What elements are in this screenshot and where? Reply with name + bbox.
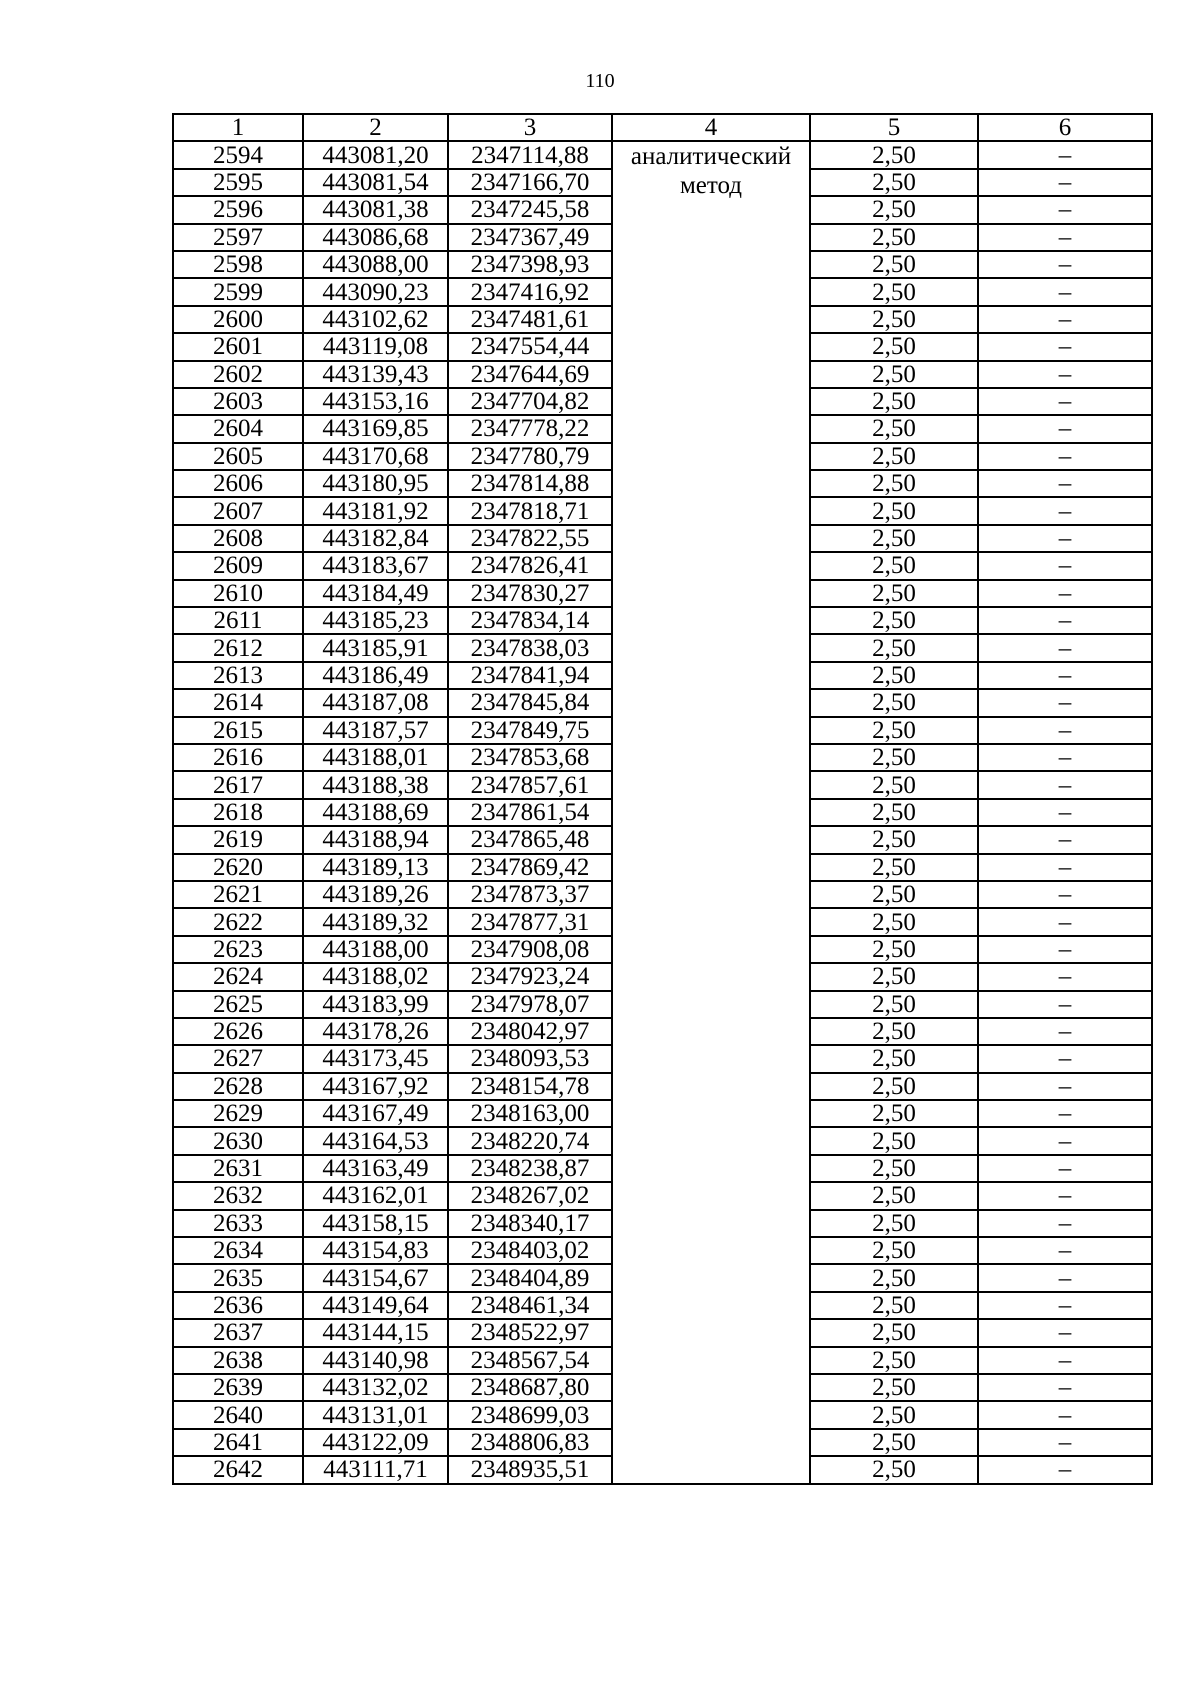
- point-number-cell: 2612: [173, 634, 303, 661]
- note-cell: –: [978, 1073, 1152, 1100]
- point-number-cell: 2622: [173, 908, 303, 935]
- x-coordinate-cell: 443185,23: [303, 607, 448, 634]
- accuracy-cell: 2,50: [810, 1456, 978, 1483]
- x-coordinate-cell: 443144,15: [303, 1319, 448, 1346]
- x-coordinate-cell: 443173,45: [303, 1045, 448, 1072]
- note-cell: –: [978, 1210, 1152, 1237]
- method-cell: [612, 141, 810, 1483]
- accuracy-cell: 2,50: [810, 251, 978, 278]
- x-coordinate-cell: 443086,68: [303, 224, 448, 251]
- point-number-cell: 2594: [173, 141, 303, 168]
- y-coordinate-cell: 2348806,83: [448, 1429, 612, 1456]
- point-number-cell: 2642: [173, 1456, 303, 1483]
- point-number-cell: 2639: [173, 1374, 303, 1401]
- point-number-cell: 2632: [173, 1182, 303, 1209]
- note-cell: –: [978, 580, 1152, 607]
- accuracy-cell: 2,50: [810, 744, 978, 771]
- accuracy-cell: 2,50: [810, 224, 978, 251]
- note-cell: –: [978, 251, 1152, 278]
- note-cell: –: [978, 1100, 1152, 1127]
- x-coordinate-cell: 443183,67: [303, 552, 448, 579]
- x-coordinate-cell: 443189,26: [303, 881, 448, 908]
- point-number-cell: 2619: [173, 826, 303, 853]
- header-cell-4: 4: [612, 114, 810, 141]
- note-cell: –: [978, 361, 1152, 388]
- y-coordinate-cell: 2347114,88: [448, 141, 612, 168]
- note-cell: –: [978, 306, 1152, 333]
- y-coordinate-cell: 2348093,53: [448, 1045, 612, 1072]
- accuracy-cell: 2,50: [810, 525, 978, 552]
- header-row: [173, 114, 1152, 141]
- note-cell: –: [978, 908, 1152, 935]
- point-number-cell: 2618: [173, 799, 303, 826]
- accuracy-cell: 2,50: [810, 1374, 978, 1401]
- y-coordinate-cell: 2347644,69: [448, 361, 612, 388]
- accuracy-cell: 2,50: [810, 689, 978, 716]
- note-cell: –: [978, 662, 1152, 689]
- note-cell: –: [978, 196, 1152, 223]
- point-number-cell: 2596: [173, 196, 303, 223]
- note-cell: –: [978, 1127, 1152, 1154]
- accuracy-cell: 2,50: [810, 1264, 978, 1291]
- accuracy-cell: 2,50: [810, 1347, 978, 1374]
- point-number-cell: 2629: [173, 1100, 303, 1127]
- y-coordinate-cell: 2347822,55: [448, 525, 612, 552]
- x-coordinate-cell: 443154,67: [303, 1264, 448, 1291]
- accuracy-cell: 2,50: [810, 607, 978, 634]
- accuracy-cell: 2,50: [810, 306, 978, 333]
- x-coordinate-cell: 443183,99: [303, 991, 448, 1018]
- accuracy-cell: 2,50: [810, 1045, 978, 1072]
- y-coordinate-cell: 2348220,74: [448, 1127, 612, 1154]
- note-cell: –: [978, 991, 1152, 1018]
- x-coordinate-cell: 443139,43: [303, 361, 448, 388]
- accuracy-cell: 2,50: [810, 443, 978, 470]
- note-cell: –: [978, 799, 1152, 826]
- note-cell: –: [978, 1018, 1152, 1045]
- accuracy-cell: 2,50: [810, 1018, 978, 1045]
- point-number-cell: 2609: [173, 552, 303, 579]
- point-number-cell: 2626: [173, 1018, 303, 1045]
- y-coordinate-cell: 2347416,92: [448, 278, 612, 305]
- y-coordinate-cell: 2347845,84: [448, 689, 612, 716]
- point-number-cell: 2640: [173, 1401, 303, 1428]
- note-cell: –: [978, 634, 1152, 661]
- accuracy-cell: 2,50: [810, 1429, 978, 1456]
- note-cell: –: [978, 717, 1152, 744]
- y-coordinate-cell: 2348403,02: [448, 1237, 612, 1264]
- accuracy-cell: 2,50: [810, 361, 978, 388]
- x-coordinate-cell: 443170,68: [303, 443, 448, 470]
- note-cell: –: [978, 525, 1152, 552]
- y-coordinate-cell: 2348042,97: [448, 1018, 612, 1045]
- y-coordinate-cell: 2347834,14: [448, 607, 612, 634]
- note-cell: –: [978, 826, 1152, 853]
- x-coordinate-cell: 443158,15: [303, 1210, 448, 1237]
- accuracy-cell: 2,50: [810, 169, 978, 196]
- y-coordinate-cell: 2347826,41: [448, 552, 612, 579]
- point-number-cell: 2607: [173, 497, 303, 524]
- x-coordinate-cell: 443149,64: [303, 1292, 448, 1319]
- point-number-cell: 2597: [173, 224, 303, 251]
- y-coordinate-cell: 2347704,82: [448, 388, 612, 415]
- y-coordinate-cell: 2347830,27: [448, 580, 612, 607]
- point-number-cell: 2606: [173, 470, 303, 497]
- point-number-cell: 2628: [173, 1073, 303, 1100]
- header-cell-5: 5: [810, 114, 978, 141]
- accuracy-cell: 2,50: [810, 634, 978, 661]
- accuracy-cell: 2,50: [810, 388, 978, 415]
- y-coordinate-cell: 2348699,03: [448, 1401, 612, 1428]
- accuracy-cell: 2,50: [810, 1292, 978, 1319]
- y-coordinate-cell: 2347778,22: [448, 415, 612, 442]
- y-coordinate-cell: 2348935,51: [448, 1456, 612, 1483]
- x-coordinate-cell: 443188,00: [303, 936, 448, 963]
- accuracy-cell: 2,50: [810, 1127, 978, 1154]
- accuracy-cell: 2,50: [810, 771, 978, 798]
- x-coordinate-cell: 443164,53: [303, 1127, 448, 1154]
- header-cell-1: 1: [173, 114, 303, 141]
- point-number-cell: 2625: [173, 991, 303, 1018]
- point-number-cell: 2633: [173, 1210, 303, 1237]
- y-coordinate-cell: 2347838,03: [448, 634, 612, 661]
- point-number-cell: 2617: [173, 771, 303, 798]
- point-number-cell: 2615: [173, 717, 303, 744]
- coordinates-table: [172, 113, 1153, 1485]
- accuracy-cell: 2,50: [810, 662, 978, 689]
- point-number-cell: 2620: [173, 854, 303, 881]
- note-cell: –: [978, 689, 1152, 716]
- accuracy-cell: 2,50: [810, 1401, 978, 1428]
- accuracy-cell: 2,50: [810, 991, 978, 1018]
- y-coordinate-cell: 2347978,07: [448, 991, 612, 1018]
- x-coordinate-cell: 443189,32: [303, 908, 448, 935]
- y-coordinate-cell: 2348267,02: [448, 1182, 612, 1209]
- x-coordinate-cell: 443182,84: [303, 525, 448, 552]
- y-coordinate-cell: 2347166,70: [448, 169, 612, 196]
- point-number-cell: 2631: [173, 1155, 303, 1182]
- point-number-cell: 2605: [173, 443, 303, 470]
- x-coordinate-cell: 443153,16: [303, 388, 448, 415]
- y-coordinate-cell: 2348567,54: [448, 1347, 612, 1374]
- point-number-cell: 2614: [173, 689, 303, 716]
- y-coordinate-cell: 2347865,48: [448, 826, 612, 853]
- point-number-cell: 2623: [173, 936, 303, 963]
- note-cell: –: [978, 1264, 1152, 1291]
- x-coordinate-cell: 443167,92: [303, 1073, 448, 1100]
- y-coordinate-cell: 2348163,00: [448, 1100, 612, 1127]
- note-cell: –: [978, 169, 1152, 196]
- point-number-cell: 2600: [173, 306, 303, 333]
- y-coordinate-cell: 2347873,37: [448, 881, 612, 908]
- note-cell: –: [978, 141, 1152, 168]
- note-cell: –: [978, 552, 1152, 579]
- accuracy-cell: 2,50: [810, 854, 978, 881]
- y-coordinate-cell: 2348238,87: [448, 1155, 612, 1182]
- point-number-cell: 2634: [173, 1237, 303, 1264]
- y-coordinate-cell: 2348404,89: [448, 1264, 612, 1291]
- point-number-cell: 2624: [173, 963, 303, 990]
- accuracy-cell: 2,50: [810, 278, 978, 305]
- point-number-cell: 2601: [173, 333, 303, 360]
- accuracy-cell: 2,50: [810, 1100, 978, 1127]
- x-coordinate-cell: 443119,08: [303, 333, 448, 360]
- y-coordinate-cell: 2348687,80: [448, 1374, 612, 1401]
- accuracy-cell: 2,50: [810, 717, 978, 744]
- note-cell: –: [978, 470, 1152, 497]
- point-number-cell: 2621: [173, 881, 303, 908]
- y-coordinate-cell: 2347398,93: [448, 251, 612, 278]
- point-number-cell: 2641: [173, 1429, 303, 1456]
- x-coordinate-cell: 443102,62: [303, 306, 448, 333]
- accuracy-cell: 2,50: [810, 497, 978, 524]
- x-coordinate-cell: 443184,49: [303, 580, 448, 607]
- x-coordinate-cell: 443188,69: [303, 799, 448, 826]
- x-coordinate-cell: 443169,85: [303, 415, 448, 442]
- x-coordinate-cell: 443188,38: [303, 771, 448, 798]
- accuracy-cell: 2,50: [810, 470, 978, 497]
- point-number-cell: 2603: [173, 388, 303, 415]
- x-coordinate-cell: 443178,26: [303, 1018, 448, 1045]
- y-coordinate-cell: 2347857,61: [448, 771, 612, 798]
- note-cell: –: [978, 1374, 1152, 1401]
- point-number-cell: 2602: [173, 361, 303, 388]
- note-cell: –: [978, 1292, 1152, 1319]
- x-coordinate-cell: 443180,95: [303, 470, 448, 497]
- page-number: 110: [585, 70, 615, 92]
- table-row: [173, 141, 1152, 168]
- note-cell: –: [978, 278, 1152, 305]
- accuracy-cell: 2,50: [810, 963, 978, 990]
- note-cell: –: [978, 224, 1152, 251]
- y-coordinate-cell: 2347869,42: [448, 854, 612, 881]
- point-number-cell: 2610: [173, 580, 303, 607]
- point-number-cell: 2616: [173, 744, 303, 771]
- note-cell: –: [978, 1347, 1152, 1374]
- x-coordinate-cell: 443189,13: [303, 854, 448, 881]
- accuracy-cell: 2,50: [810, 1182, 978, 1209]
- note-cell: –: [978, 1237, 1152, 1264]
- accuracy-cell: 2,50: [810, 552, 978, 579]
- header-cell-2: 2: [303, 114, 448, 141]
- method-text: метод: [679, 172, 742, 200]
- x-coordinate-cell: 443187,57: [303, 717, 448, 744]
- point-number-cell: 2611: [173, 607, 303, 634]
- note-cell: –: [978, 1429, 1152, 1456]
- y-coordinate-cell: 2348522,97: [448, 1319, 612, 1346]
- note-cell: –: [978, 744, 1152, 771]
- x-coordinate-cell: 443162,01: [303, 1182, 448, 1209]
- accuracy-cell: 2,50: [810, 1237, 978, 1264]
- accuracy-cell: 2,50: [810, 333, 978, 360]
- y-coordinate-cell: 2347861,54: [448, 799, 612, 826]
- accuracy-cell: 2,50: [810, 826, 978, 853]
- accuracy-cell: 2,50: [810, 1073, 978, 1100]
- note-cell: –: [978, 1319, 1152, 1346]
- x-coordinate-cell: 443081,20: [303, 141, 448, 168]
- y-coordinate-cell: 2348154,78: [448, 1073, 612, 1100]
- x-coordinate-cell: 443163,49: [303, 1155, 448, 1182]
- y-coordinate-cell: 2347908,08: [448, 936, 612, 963]
- x-coordinate-cell: 443181,92: [303, 497, 448, 524]
- note-cell: –: [978, 333, 1152, 360]
- x-coordinate-cell: 443187,08: [303, 689, 448, 716]
- accuracy-cell: 2,50: [810, 936, 978, 963]
- note-cell: –: [978, 1456, 1152, 1483]
- x-coordinate-cell: 443111,71: [303, 1456, 448, 1483]
- x-coordinate-cell: 443122,09: [303, 1429, 448, 1456]
- point-number-cell: 2613: [173, 662, 303, 689]
- x-coordinate-cell: 443186,49: [303, 662, 448, 689]
- accuracy-cell: 2,50: [810, 141, 978, 168]
- y-coordinate-cell: 2347780,79: [448, 443, 612, 470]
- note-cell: –: [978, 963, 1152, 990]
- accuracy-cell: 2,50: [810, 1210, 978, 1237]
- note-cell: –: [978, 415, 1152, 442]
- accuracy-cell: 2,50: [810, 580, 978, 607]
- header-cell-6: 6: [978, 114, 1152, 141]
- note-cell: –: [978, 443, 1152, 470]
- point-number-cell: 2638: [173, 1347, 303, 1374]
- note-cell: –: [978, 1155, 1152, 1182]
- accuracy-cell: 2,50: [810, 908, 978, 935]
- note-cell: –: [978, 497, 1152, 524]
- y-coordinate-cell: 2347923,24: [448, 963, 612, 990]
- y-coordinate-cell: 2348461,34: [448, 1292, 612, 1319]
- note-cell: –: [978, 854, 1152, 881]
- point-number-cell: 2635: [173, 1264, 303, 1291]
- y-coordinate-cell: 2347481,61: [448, 306, 612, 333]
- method-text: аналитический: [630, 143, 792, 171]
- x-coordinate-cell: 443081,54: [303, 169, 448, 196]
- x-coordinate-cell: 443185,91: [303, 634, 448, 661]
- point-number-cell: 2608: [173, 525, 303, 552]
- y-coordinate-cell: 2347245,58: [448, 196, 612, 223]
- note-cell: –: [978, 607, 1152, 634]
- accuracy-cell: 2,50: [810, 1319, 978, 1346]
- x-coordinate-cell: 443154,83: [303, 1237, 448, 1264]
- point-number-cell: 2598: [173, 251, 303, 278]
- point-number-cell: 2595: [173, 169, 303, 196]
- header-cell-3: 3: [448, 114, 612, 141]
- note-cell: –: [978, 936, 1152, 963]
- point-number-cell: 2604: [173, 415, 303, 442]
- x-coordinate-cell: 443188,01: [303, 744, 448, 771]
- y-coordinate-cell: 2347554,44: [448, 333, 612, 360]
- note-cell: –: [978, 1182, 1152, 1209]
- accuracy-cell: 2,50: [810, 881, 978, 908]
- accuracy-cell: 2,50: [810, 415, 978, 442]
- y-coordinate-cell: 2347814,88: [448, 470, 612, 497]
- accuracy-cell: 2,50: [810, 1155, 978, 1182]
- point-number-cell: 2637: [173, 1319, 303, 1346]
- x-coordinate-cell: 443167,49: [303, 1100, 448, 1127]
- note-cell: –: [978, 1401, 1152, 1428]
- note-cell: –: [978, 771, 1152, 798]
- x-coordinate-cell: 443088,00: [303, 251, 448, 278]
- x-coordinate-cell: 443090,23: [303, 278, 448, 305]
- y-coordinate-cell: 2347849,75: [448, 717, 612, 744]
- x-coordinate-cell: 443131,01: [303, 1401, 448, 1428]
- x-coordinate-cell: 443132,02: [303, 1374, 448, 1401]
- point-number-cell: 2636: [173, 1292, 303, 1319]
- accuracy-cell: 2,50: [810, 196, 978, 223]
- note-cell: –: [978, 388, 1152, 415]
- point-number-cell: 2627: [173, 1045, 303, 1072]
- y-coordinate-cell: 2347853,68: [448, 744, 612, 771]
- note-cell: –: [978, 881, 1152, 908]
- note-cell: –: [978, 1045, 1152, 1072]
- y-coordinate-cell: 2347818,71: [448, 497, 612, 524]
- x-coordinate-cell: 443140,98: [303, 1347, 448, 1374]
- y-coordinate-cell: 2348340,17: [448, 1210, 612, 1237]
- point-number-cell: 2630: [173, 1127, 303, 1154]
- point-number-cell: 2599: [173, 278, 303, 305]
- y-coordinate-cell: 2347841,94: [448, 662, 612, 689]
- x-coordinate-cell: 443188,94: [303, 826, 448, 853]
- x-coordinate-cell: 443081,38: [303, 196, 448, 223]
- y-coordinate-cell: 2347367,49: [448, 224, 612, 251]
- x-coordinate-cell: 443188,02: [303, 963, 448, 990]
- y-coordinate-cell: 2347877,31: [448, 908, 612, 935]
- accuracy-cell: 2,50: [810, 799, 978, 826]
